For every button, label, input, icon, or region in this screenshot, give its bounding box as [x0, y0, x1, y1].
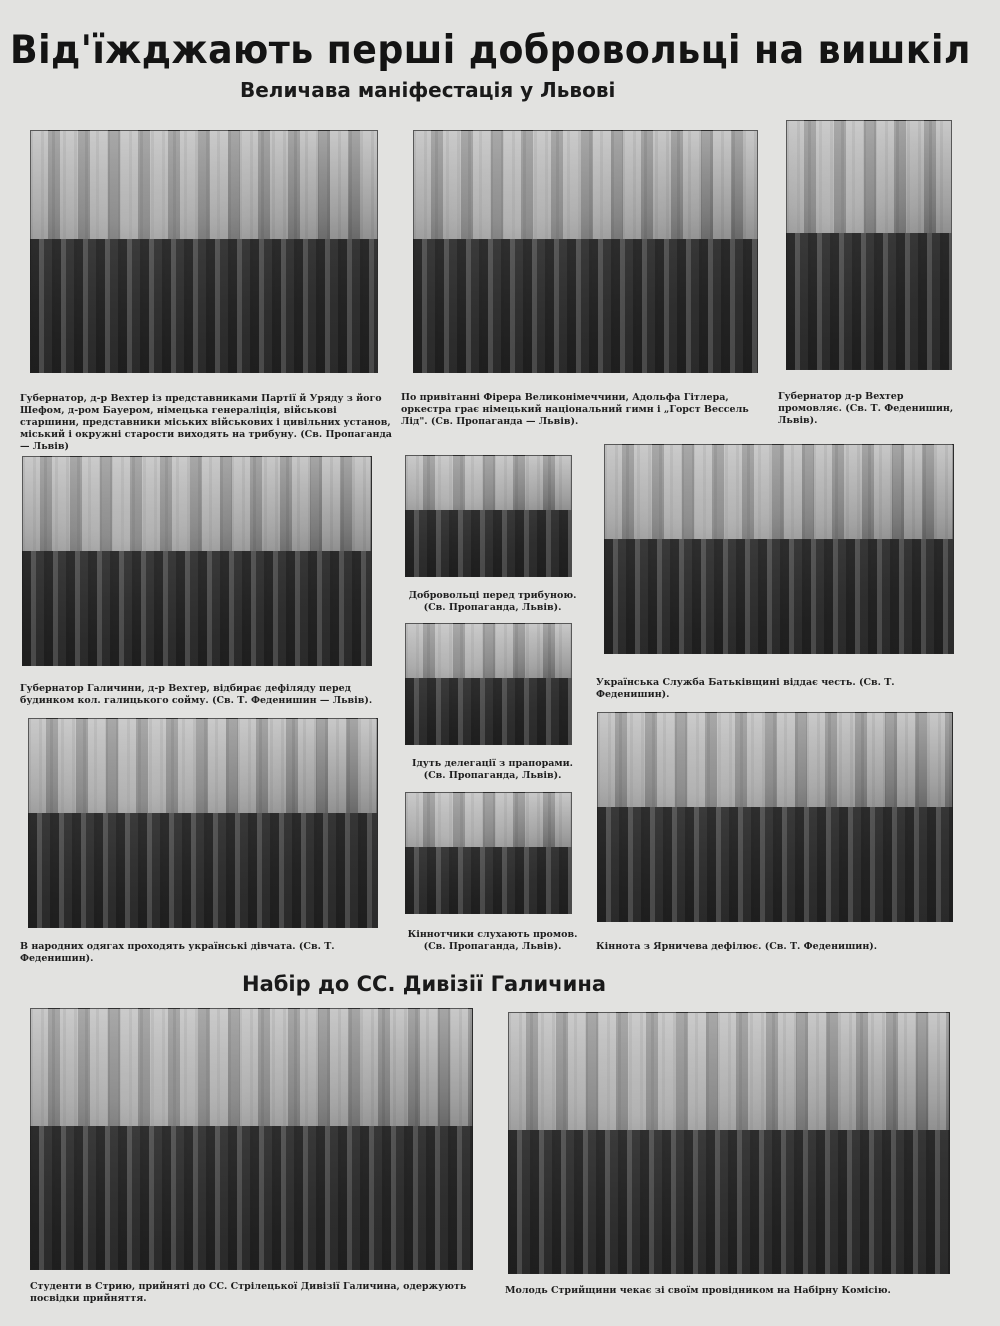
caption-youth-stryi — [505, 1285, 955, 1297]
caption-credit: (Св. Т. Феденишин). — [20, 941, 335, 964]
caption-orchestra-anthem — [401, 392, 771, 428]
caption-service-salute — [596, 677, 966, 701]
photo-orchestra-anthem — [413, 130, 758, 373]
caption-text: В народних одягах проходять українські дівчата. — [20, 941, 296, 952]
caption-text: Губернатор д-р Вехтер промовляє. — [778, 391, 904, 414]
photo-delegations-banners — [405, 623, 572, 745]
caption-text: Губернатор Галичини, д-р Вехтер, відбирає дефіляду перед будинком кол. галицького сойму. — [20, 683, 351, 706]
page-title: Від'їжджають перші добровольці на вишкіл — [10, 28, 971, 73]
caption-cavalry-listening — [405, 929, 580, 953]
photo-students-stryi — [30, 1008, 473, 1270]
caption-credit: (Св. Пропаганда, Львів). — [423, 770, 562, 781]
caption-credit: (Св. Т. Феденишин). — [764, 941, 878, 952]
caption-girls-folk-dress — [20, 941, 390, 965]
caption-text: Добровольці перед трибуною. — [408, 590, 577, 601]
caption-text: Молодь Стрийщини чекає зі своїм провідником на Набірну Комісію. — [505, 1285, 891, 1296]
photo-governor-tribune — [30, 130, 378, 373]
photo-service-salute — [604, 444, 954, 654]
caption-text: Ідуть делегації з прапорами. — [412, 758, 573, 769]
caption-students-stryi — [30, 1281, 485, 1305]
caption-text: Кіннотчики слухають промов. — [407, 929, 578, 940]
caption-text: Студенти в Стрию, прийняті до СС. Стрілецької Дивізії Галичина, одержують посвідки прийняття. — [30, 1281, 467, 1304]
caption-governor-tribune — [20, 393, 395, 453]
caption-governor-speech — [778, 391, 968, 427]
caption-credit: (Св. Т. Феденишин, Львів). — [778, 403, 954, 426]
caption-volunteers-tribune — [405, 590, 580, 614]
photo-cavalry-listening — [405, 792, 572, 914]
photo-governor-speech — [786, 120, 952, 370]
caption-text: Українська Служба Батьківщині віддає честь. — [596, 677, 856, 688]
caption-credit: (Св. Пропаганда, Львів). — [423, 941, 562, 952]
photo-defilade-review — [22, 456, 372, 666]
photo-girls-folk-dress — [28, 718, 378, 928]
caption-defilade-review — [20, 683, 380, 707]
caption-credit: (Св. Пропаганда — Львів). — [430, 416, 579, 427]
photo-volunteers-tribune — [405, 455, 572, 577]
caption-text: По привітанні Фірера Великонімеччини, Адольфа Гітлера, оркестра грає німецький національний гимн і „Горст Вессель Лід". — [401, 392, 749, 427]
section-title-recruitment: Набір до СС. Дивізії Галичина — [242, 972, 607, 996]
page-subtitle: Величава маніфестація у Львові — [240, 78, 616, 102]
caption-credit: (Св. Т. Феденишин). — [596, 677, 895, 700]
caption-text: Губернатор, д-р Вехтер із представниками Партії й Уряду з його Шефом, д-ром Бауером, німецька генераліція, військові старшини, представники міських військових і цивільних установ, міський і окружні старости виходять на трибуну. — [20, 393, 391, 440]
caption-text: Кіннота з Ярничева дефілює. — [596, 941, 762, 952]
caption-delegations-banners — [405, 758, 580, 782]
caption-credit: (Св. Пропаганда, Львів). — [423, 602, 562, 613]
caption-credit: (Св. Т. Феденишин — Львів). — [212, 695, 373, 706]
caption-credit: (Св. Пропаганда — Львів) — [20, 429, 392, 452]
photo-cavalry-defilade — [597, 712, 953, 922]
caption-cavalry-defilade — [596, 941, 966, 953]
photo-youth-stryi — [508, 1012, 950, 1274]
